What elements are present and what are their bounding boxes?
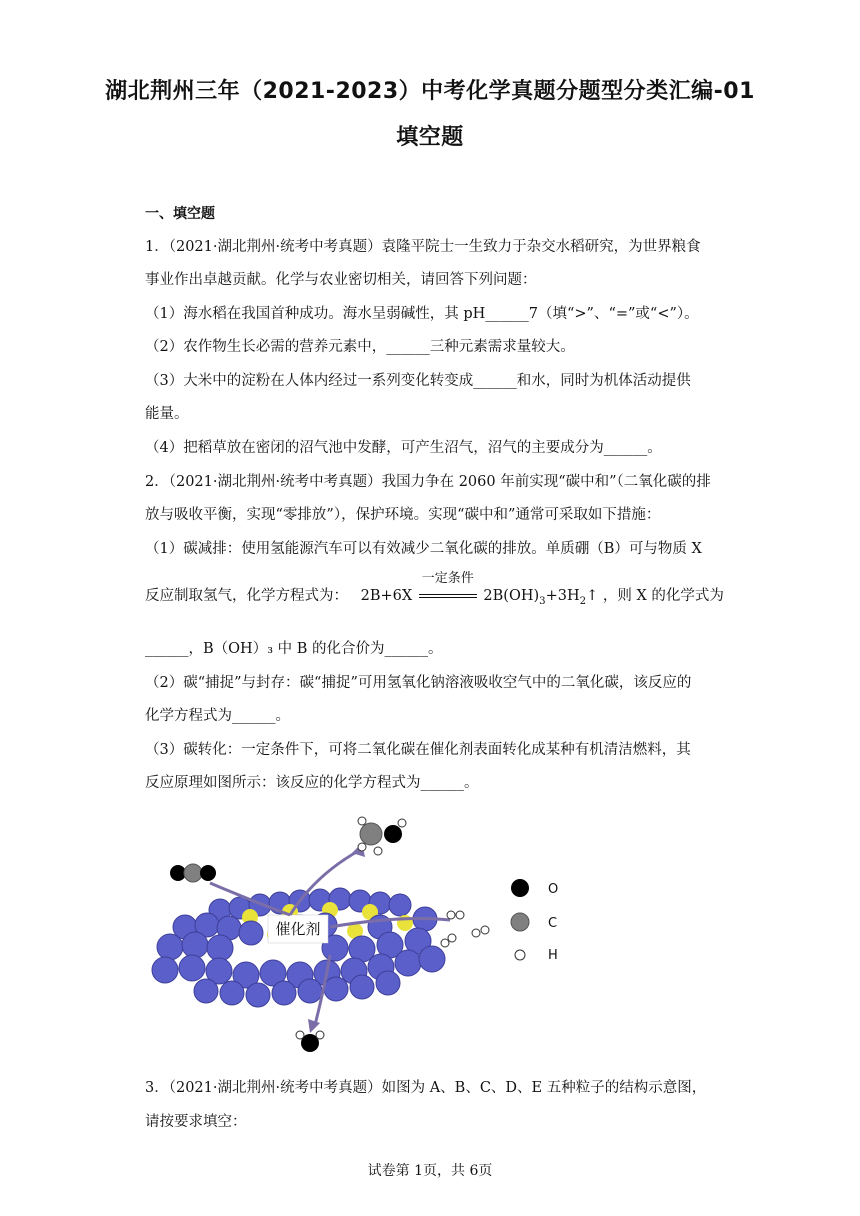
equation-suffix: ，则 X 的化学式为: [602, 588, 724, 604]
water-molecule: [296, 1031, 324, 1052]
document-title-line2: 填空题: [396, 125, 464, 150]
gas-arrow: ↑: [586, 588, 599, 604]
equation-sub: 3: [539, 595, 546, 607]
legend-oxygen-label: O: [548, 882, 559, 897]
question-line: 事业作出卓越贡献。化学与农业密切相关，请回答下列问题：: [145, 272, 537, 288]
legend-carbon-swatch: [511, 913, 529, 931]
chemical-equation: [360, 571, 599, 607]
equation-prefix: 反应制取氢气，化学方程式为：: [145, 588, 348, 604]
question-line: 请按要求填空：: [145, 1114, 247, 1130]
question-line: （2）碳“捕捉”与封存：碳“捕捉”可用氢氧化钠溶液吸收空气中的二氧化碳，该反应的: [145, 675, 692, 691]
question-line: 1．（2021·湖北荆州·统考中考真题）袁隆平院士一生致力于杂交水稻研究，为世界粮食: [145, 239, 701, 255]
co2-molecule: [170, 864, 216, 882]
question-line: ______，B（OH）₃ 中 B 的化合价为______。: [145, 641, 443, 657]
legend-hydrogen-swatch: [515, 950, 525, 960]
legend-carbon-label: C: [548, 916, 558, 931]
question-line: 2．（2021·湖北荆州·统考中考真题）我国力争在 2060 年前实现“碳中和”（二氧化碳的排: [145, 474, 711, 490]
equation-right: 2B(OH): [483, 588, 540, 604]
legend-hydrogen-label: H: [548, 948, 558, 963]
question-line: 能量。: [145, 406, 189, 422]
methanol-molecule: [358, 817, 406, 855]
question-line: （2）农作物生长必需的营养元素中，______三种元素需求量较大。: [145, 339, 575, 355]
equation-left: 2B+6X: [360, 588, 413, 604]
catalyst-surface: [152, 888, 445, 1007]
question-line: 反应原理如图所示：该反应的化学方程式为______。: [145, 775, 479, 791]
equation-condition: 一定条件: [421, 571, 474, 586]
page-footer: 试卷第 1页，共 6页: [367, 1163, 493, 1179]
atom-legend: [511, 879, 558, 963]
equation-right-tail: +3H: [545, 588, 580, 604]
question-line: （1）海水稻在我国首种成功。海水呈弱碱性，其 pH______7（填“>”、“=”或“<”）。: [145, 306, 699, 322]
document-title-line1: 湖北荆州三年（2021-2023）中考化学真题分题型分类汇编-01: [105, 79, 755, 104]
hydrogen-molecules: [441, 911, 489, 947]
catalyst-label: 催化剂: [275, 920, 321, 938]
equation-h-sub: 2: [579, 595, 587, 607]
question-line: （3）大米中的淀粉在人体内经过一系列变化转变成______和水，同时为机体活动提供: [145, 373, 691, 389]
section-heading: 一、填空题: [145, 206, 215, 222]
equation-condition-sign: [417, 571, 479, 605]
question-line: 放与吸收平衡，实现“零排放”），保护环境。实现“碳中和”通常可采取如下措施：: [145, 507, 661, 523]
question-line: 化学方程式为______。: [145, 708, 290, 724]
question-line: 3．（2021·湖北荆州·统考中考真题）如图为 A、B、C、D、E 五种粒子的结构示意图，: [145, 1080, 707, 1096]
catalyst-reaction-figure: [140, 815, 600, 1060]
question-line: （1）碳减排：使用氢能源汽车可以有效减少二氧化碳的排放。单质硼（B）可与物质 X: [145, 541, 702, 557]
question-line: （3）碳转化：一定条件下，可将二氧化碳在催化剂表面转化成某种有机清洁燃料，其: [145, 742, 691, 758]
equation-line: [145, 571, 724, 607]
legend-oxygen-swatch: [511, 879, 529, 897]
question-line: （4）把稻草放在密闭的沼气池中发酵，可产生沼气，沼气的主要成分为______。: [145, 440, 662, 456]
